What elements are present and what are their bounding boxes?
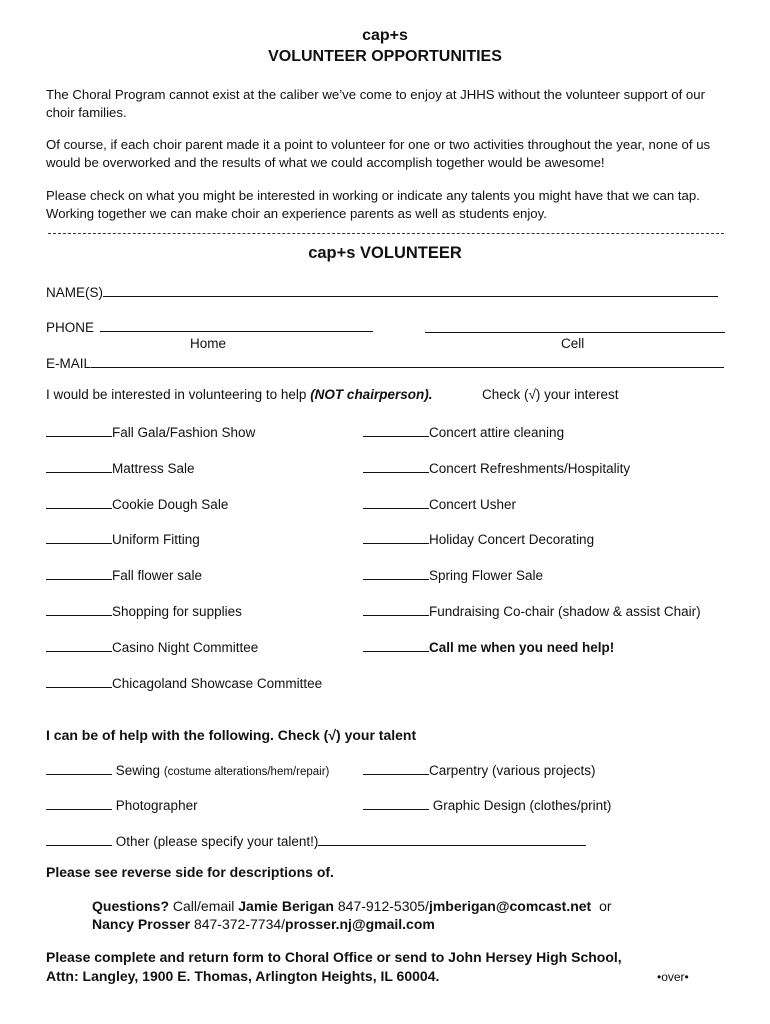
option-label: Holiday Concert Decorating	[429, 532, 595, 547]
form-title: cap+s VOLUNTEER	[308, 244, 462, 262]
over-note: •over•	[657, 970, 689, 984]
checkbox-line[interactable]	[46, 495, 112, 509]
cut-line	[48, 233, 724, 234]
contact2-name: Nancy Prosser	[92, 916, 191, 932]
option-uniform-fitting[interactable]	[46, 530, 200, 547]
option-label: Spring Flower Sale	[429, 568, 544, 583]
option-label: Concert Usher	[429, 497, 517, 512]
option-fundraising-cochair[interactable]	[363, 602, 701, 619]
talent-note: (costume alterations/hem/repair)	[163, 766, 330, 778]
option-label: Fall flower sale	[112, 568, 203, 583]
option-fall-flower[interactable]	[46, 566, 202, 583]
option-chicagoland[interactable]	[46, 674, 322, 691]
intro-paragraph-1: The Choral Program cannot exist at the caliber we’ve come to enjoy at JHHS without the volunteer support of our choir families.	[46, 87, 705, 120]
option-casino-night[interactable]	[46, 638, 258, 655]
option-refreshments[interactable]	[363, 459, 630, 476]
checkbox-line[interactable]	[363, 423, 429, 437]
page-title: VOLUNTEER OPPORTUNITIES	[268, 48, 502, 65]
contact1-email[interactable]: jmberigan@comcast.net	[428, 898, 592, 914]
option-label: Cookie Dough Sale	[112, 497, 229, 512]
email-label: E-MAIL	[46, 356, 92, 371]
checkbox-line[interactable]	[46, 459, 112, 473]
checkbox-line[interactable]	[46, 530, 112, 544]
interest-emph: (NOT chairperson).	[310, 387, 433, 402]
talent-label: Other (please specify your talent!)	[115, 834, 319, 849]
talent-graphic-design[interactable]	[363, 796, 611, 813]
checkbox-line[interactable]	[46, 832, 112, 846]
phone-cell-field[interactable]	[425, 319, 725, 333]
checkbox-line[interactable]	[363, 761, 429, 775]
checkbox-line[interactable]	[363, 459, 429, 473]
option-usher[interactable]	[363, 495, 516, 512]
cell-label: Cell	[561, 336, 585, 351]
talent-label: Photographer	[115, 798, 198, 813]
name-label: NAME(S)	[46, 285, 103, 300]
option-label: Chicagoland Showcase Committee	[112, 676, 323, 691]
talent-label: Carpentry (various projects)	[429, 763, 596, 778]
option-label: Casino Night Committee	[112, 640, 259, 655]
email-row	[46, 354, 724, 371]
option-label: Fundraising Co-chair (shadow & assist Chair)	[429, 604, 701, 619]
checkbox-line[interactable]	[46, 761, 112, 775]
option-label: Concert Refreshments/Hospitality	[429, 461, 631, 476]
contact2-phone: 847-372-7734/	[193, 916, 286, 932]
questions-line-2	[92, 916, 435, 932]
option-label: Call me when you need help!	[429, 640, 615, 655]
option-holiday-decorating[interactable]	[363, 530, 594, 547]
questions-line-1	[92, 898, 612, 914]
call-label: Call/email	[172, 898, 235, 914]
return-line-2: Attn: Langley, 1900 E. Thomas, Arlington Heights, IL 60004.	[46, 968, 440, 984]
talent-carpentry[interactable]	[363, 761, 596, 778]
option-label: Mattress Sale	[112, 461, 195, 476]
return-line-1: Please complete and return form to Choral Office or send to John Hersey High School,	[46, 949, 622, 965]
option-spring-flower[interactable]	[363, 566, 543, 583]
checkbox-line[interactable]	[46, 796, 112, 810]
interest-check: Check (√) your interest	[482, 387, 619, 402]
option-label: Uniform Fitting	[112, 532, 200, 547]
or-label: or	[599, 898, 612, 914]
option-mattress-sale[interactable]	[46, 459, 195, 476]
checkbox-line[interactable]	[363, 796, 429, 810]
reverse-note: Please see reverse side for descriptions of.	[46, 864, 334, 880]
checkbox-line[interactable]	[46, 602, 112, 616]
intro-paragraph-3: Please check on what you might be interested in working or indicate any talents you might have that we can tap. Working together we can make choir an experience parents as well as students enjoy.	[46, 188, 700, 221]
checkbox-line[interactable]	[46, 423, 112, 437]
name-row	[46, 283, 718, 300]
name-field[interactable]	[103, 283, 718, 297]
talent-other[interactable]	[46, 832, 586, 849]
talent-label: Graphic Design (clothes/print)	[432, 798, 612, 813]
talent-sewing[interactable]	[46, 761, 329, 778]
interest-lead: I would be interested in volunteering to help	[46, 387, 311, 402]
checkbox-line[interactable]	[363, 602, 429, 616]
phone-home-field[interactable]	[100, 318, 373, 332]
email-field[interactable]	[91, 354, 724, 368]
option-shopping[interactable]	[46, 602, 242, 619]
checkbox-line[interactable]	[46, 674, 112, 688]
brand-title: cap+s	[362, 27, 408, 44]
talent-heading: I can be of help with the following. Check (√) your talent	[46, 727, 417, 743]
contact1-phone: 847-912-5305/	[337, 898, 429, 914]
talent-photographer[interactable]	[46, 796, 198, 813]
checkbox-line[interactable]	[363, 638, 429, 652]
checkbox-line[interactable]	[46, 566, 112, 580]
option-label: Concert attire cleaning	[429, 425, 565, 440]
option-cookie-dough[interactable]	[46, 495, 228, 512]
home-label: Home	[190, 336, 227, 351]
option-call-me[interactable]	[363, 638, 614, 655]
other-talent-field[interactable]	[318, 832, 586, 846]
option-attire-cleaning[interactable]	[363, 423, 564, 440]
option-label: Shopping for supplies	[112, 604, 242, 619]
questions-label: Questions?	[92, 898, 170, 914]
talent-label: Sewing	[115, 763, 161, 778]
option-label: Fall Gala/Fashion Show	[112, 425, 256, 440]
checkbox-line[interactable]	[363, 530, 429, 544]
checkbox-line[interactable]	[363, 495, 429, 509]
phone-label: PHONE	[46, 320, 95, 335]
phone-row	[46, 318, 373, 335]
checkbox-line[interactable]	[363, 566, 429, 580]
checkbox-line[interactable]	[46, 638, 112, 652]
intro-paragraph-2: Of course, if each choir parent made it a point to volunteer for one or two activities throughout the year, none of us would be overworked and the results of what we could accomplish together would be awesome!	[46, 137, 711, 170]
interest-heading	[46, 387, 432, 402]
option-fall-gala[interactable]	[46, 423, 255, 440]
contact1-name: Jamie Berigan	[238, 898, 334, 914]
contact2-email[interactable]: prosser.nj@gmail.com	[285, 916, 435, 932]
